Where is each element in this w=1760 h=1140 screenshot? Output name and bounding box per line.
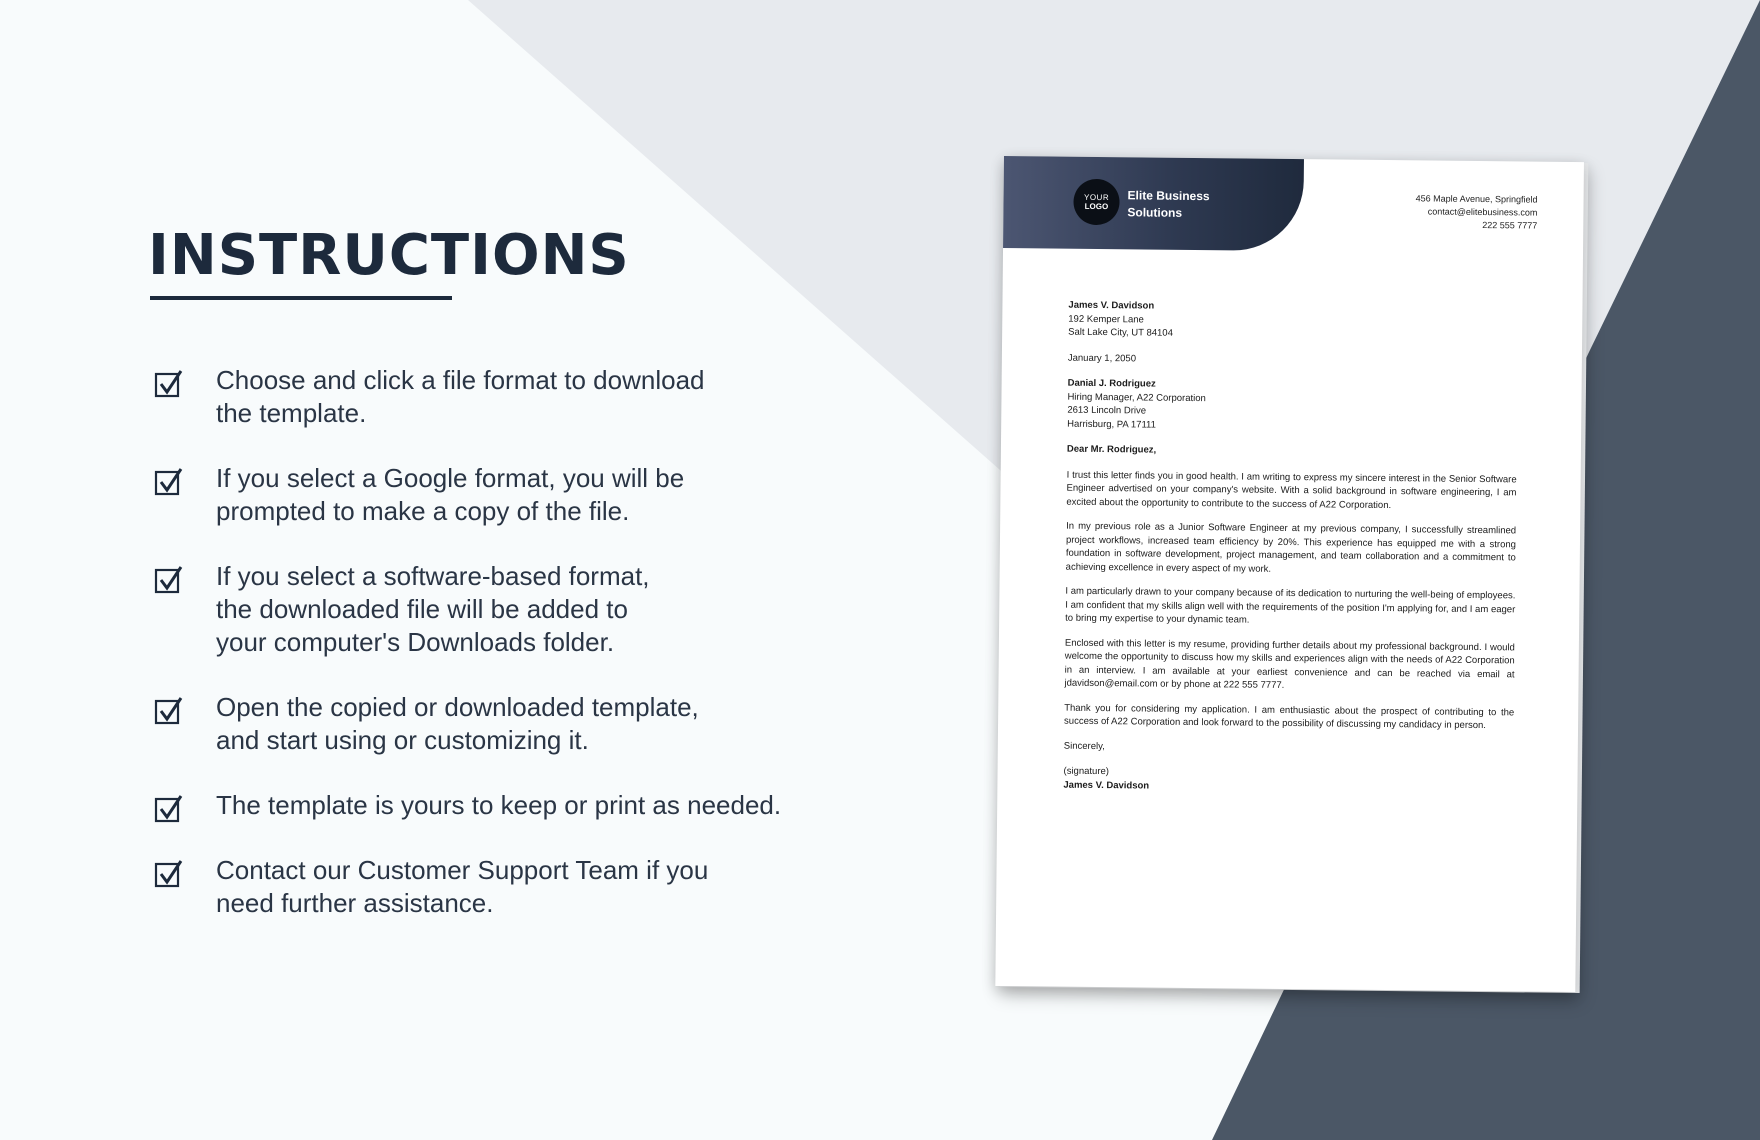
recipient-city: Harrisburg, PA 17111 <box>1067 418 1156 431</box>
instruction-step-text: If you select a Google format, you will be prompted to make a copy of the file. <box>216 463 685 526</box>
instruction-step-text: If you select a software-based format, the downloaded file will be added to your computer's Downloads folder. <box>216 561 650 657</box>
letter-body <box>1063 299 1518 797</box>
company-name: Elite Business Solutions <box>1127 188 1210 220</box>
instruction-step-text: Open the copied or downloaded template, and start using or customizing it. <box>216 692 699 755</box>
checkbox-checked-icon <box>154 368 184 398</box>
checkbox-checked-icon <box>154 564 184 594</box>
letter-date: January 1, 2050 <box>1067 352 1137 364</box>
checkbox-checked-icon <box>154 695 184 725</box>
letterhead-banner <box>1003 156 1304 251</box>
signature-block <box>1063 765 1513 797</box>
closing: Sincerely, <box>1063 740 1105 752</box>
company-logo <box>1073 179 1119 225</box>
logo-line-1: YOUR <box>1083 192 1110 203</box>
instruction-step <box>154 560 854 659</box>
recipient-title: Hiring Manager, A22 Corporation <box>1067 391 1206 404</box>
instructions-title: INSTRUCTIONS <box>148 223 630 288</box>
checkbox-checked-icon <box>154 793 184 823</box>
logo-line-2: LOGO <box>1084 201 1109 212</box>
checkbox-checked-icon <box>154 466 184 496</box>
company-phone: 222 555 7777 <box>1482 220 1538 231</box>
sender-city: Salt Lake City, UT 84104 <box>1068 326 1173 339</box>
checkbox-checked-icon <box>154 858 184 888</box>
instruction-step <box>154 789 854 822</box>
instruction-step <box>154 462 854 528</box>
company-contact <box>1415 192 1537 232</box>
signature-placeholder: (signature) <box>1063 765 1110 778</box>
letter-paragraph: Enclosed with this letter is my resume, providing further details about my professional background. I would welcome the opportunity to discuss how my skills and experiences align with the needs of A22 Corporation in an interview. I am available at your earliest convenience and can be reached via email at jdavidson@email.com or by phone at 222 555 7777. <box>1064 637 1515 691</box>
instruction-step-text: Contact our Customer Support Team if you need further assistance. <box>216 855 709 918</box>
letter-paragraph: I trust this letter finds you in good health. I am writing to express my sincere interest in the Senior Software Engineer advertised on your company's website. With a solid background in software engineering, I am excited about the opportunity to contribute to the success of A22 Corporation. <box>1066 469 1517 511</box>
instruction-step-text: The template is yours to keep or print as needed. <box>216 790 782 820</box>
recipient-block <box>1067 377 1518 436</box>
salutation: Dear Mr. Rodriguez, <box>1066 443 1157 456</box>
title-underline <box>150 296 452 300</box>
instruction-step <box>154 854 854 920</box>
signer-name: James V. Davidson <box>1063 779 1150 792</box>
instruction-step <box>154 364 854 430</box>
instructions-panel <box>148 223 848 918</box>
letter-paragraph: In my previous role as a Junior Software Engineer at my previous company, I successfully streamlined project workflows, increased team efficiency by 20%. This experience has equipped me with a strong foundation in software development, project management, and team collaboration and a commitment to achieving excellence in every aspect of my work. <box>1065 520 1517 575</box>
instruction-step-text: Choose and click a file format to download the template. <box>216 365 705 428</box>
cover-letter-document <box>995 156 1584 992</box>
letter-paragraph: I am particularly drawn to your company because of its dedication to nurturing the well-being of employees. I am confident that my skills align well with the requirements of the position I'm applying for, and I am eager to bring my expertise to your dynamic team. <box>1065 585 1516 626</box>
recipient-name: Danial J. Rodriguez <box>1067 377 1156 390</box>
recipient-street: 2613 Lincoln Drive <box>1067 404 1147 417</box>
instructions-list <box>154 364 854 952</box>
sender-street: 192 Kemper Lane <box>1068 313 1144 325</box>
sender-block <box>1068 299 1518 344</box>
company-email: contact@elitebusiness.com <box>1427 206 1538 218</box>
company-address: 456 Maple Avenue, Springfield <box>1415 193 1538 205</box>
instruction-step <box>154 691 854 757</box>
sender-name: James V. Davidson <box>1068 299 1155 312</box>
letter-paragraph: Thank you for considering my application. I am enthusiastic about the prospect of contributing to the success of A22 Corporation and look forward to the possibility of discussing my candidacy in person. <box>1064 702 1515 732</box>
